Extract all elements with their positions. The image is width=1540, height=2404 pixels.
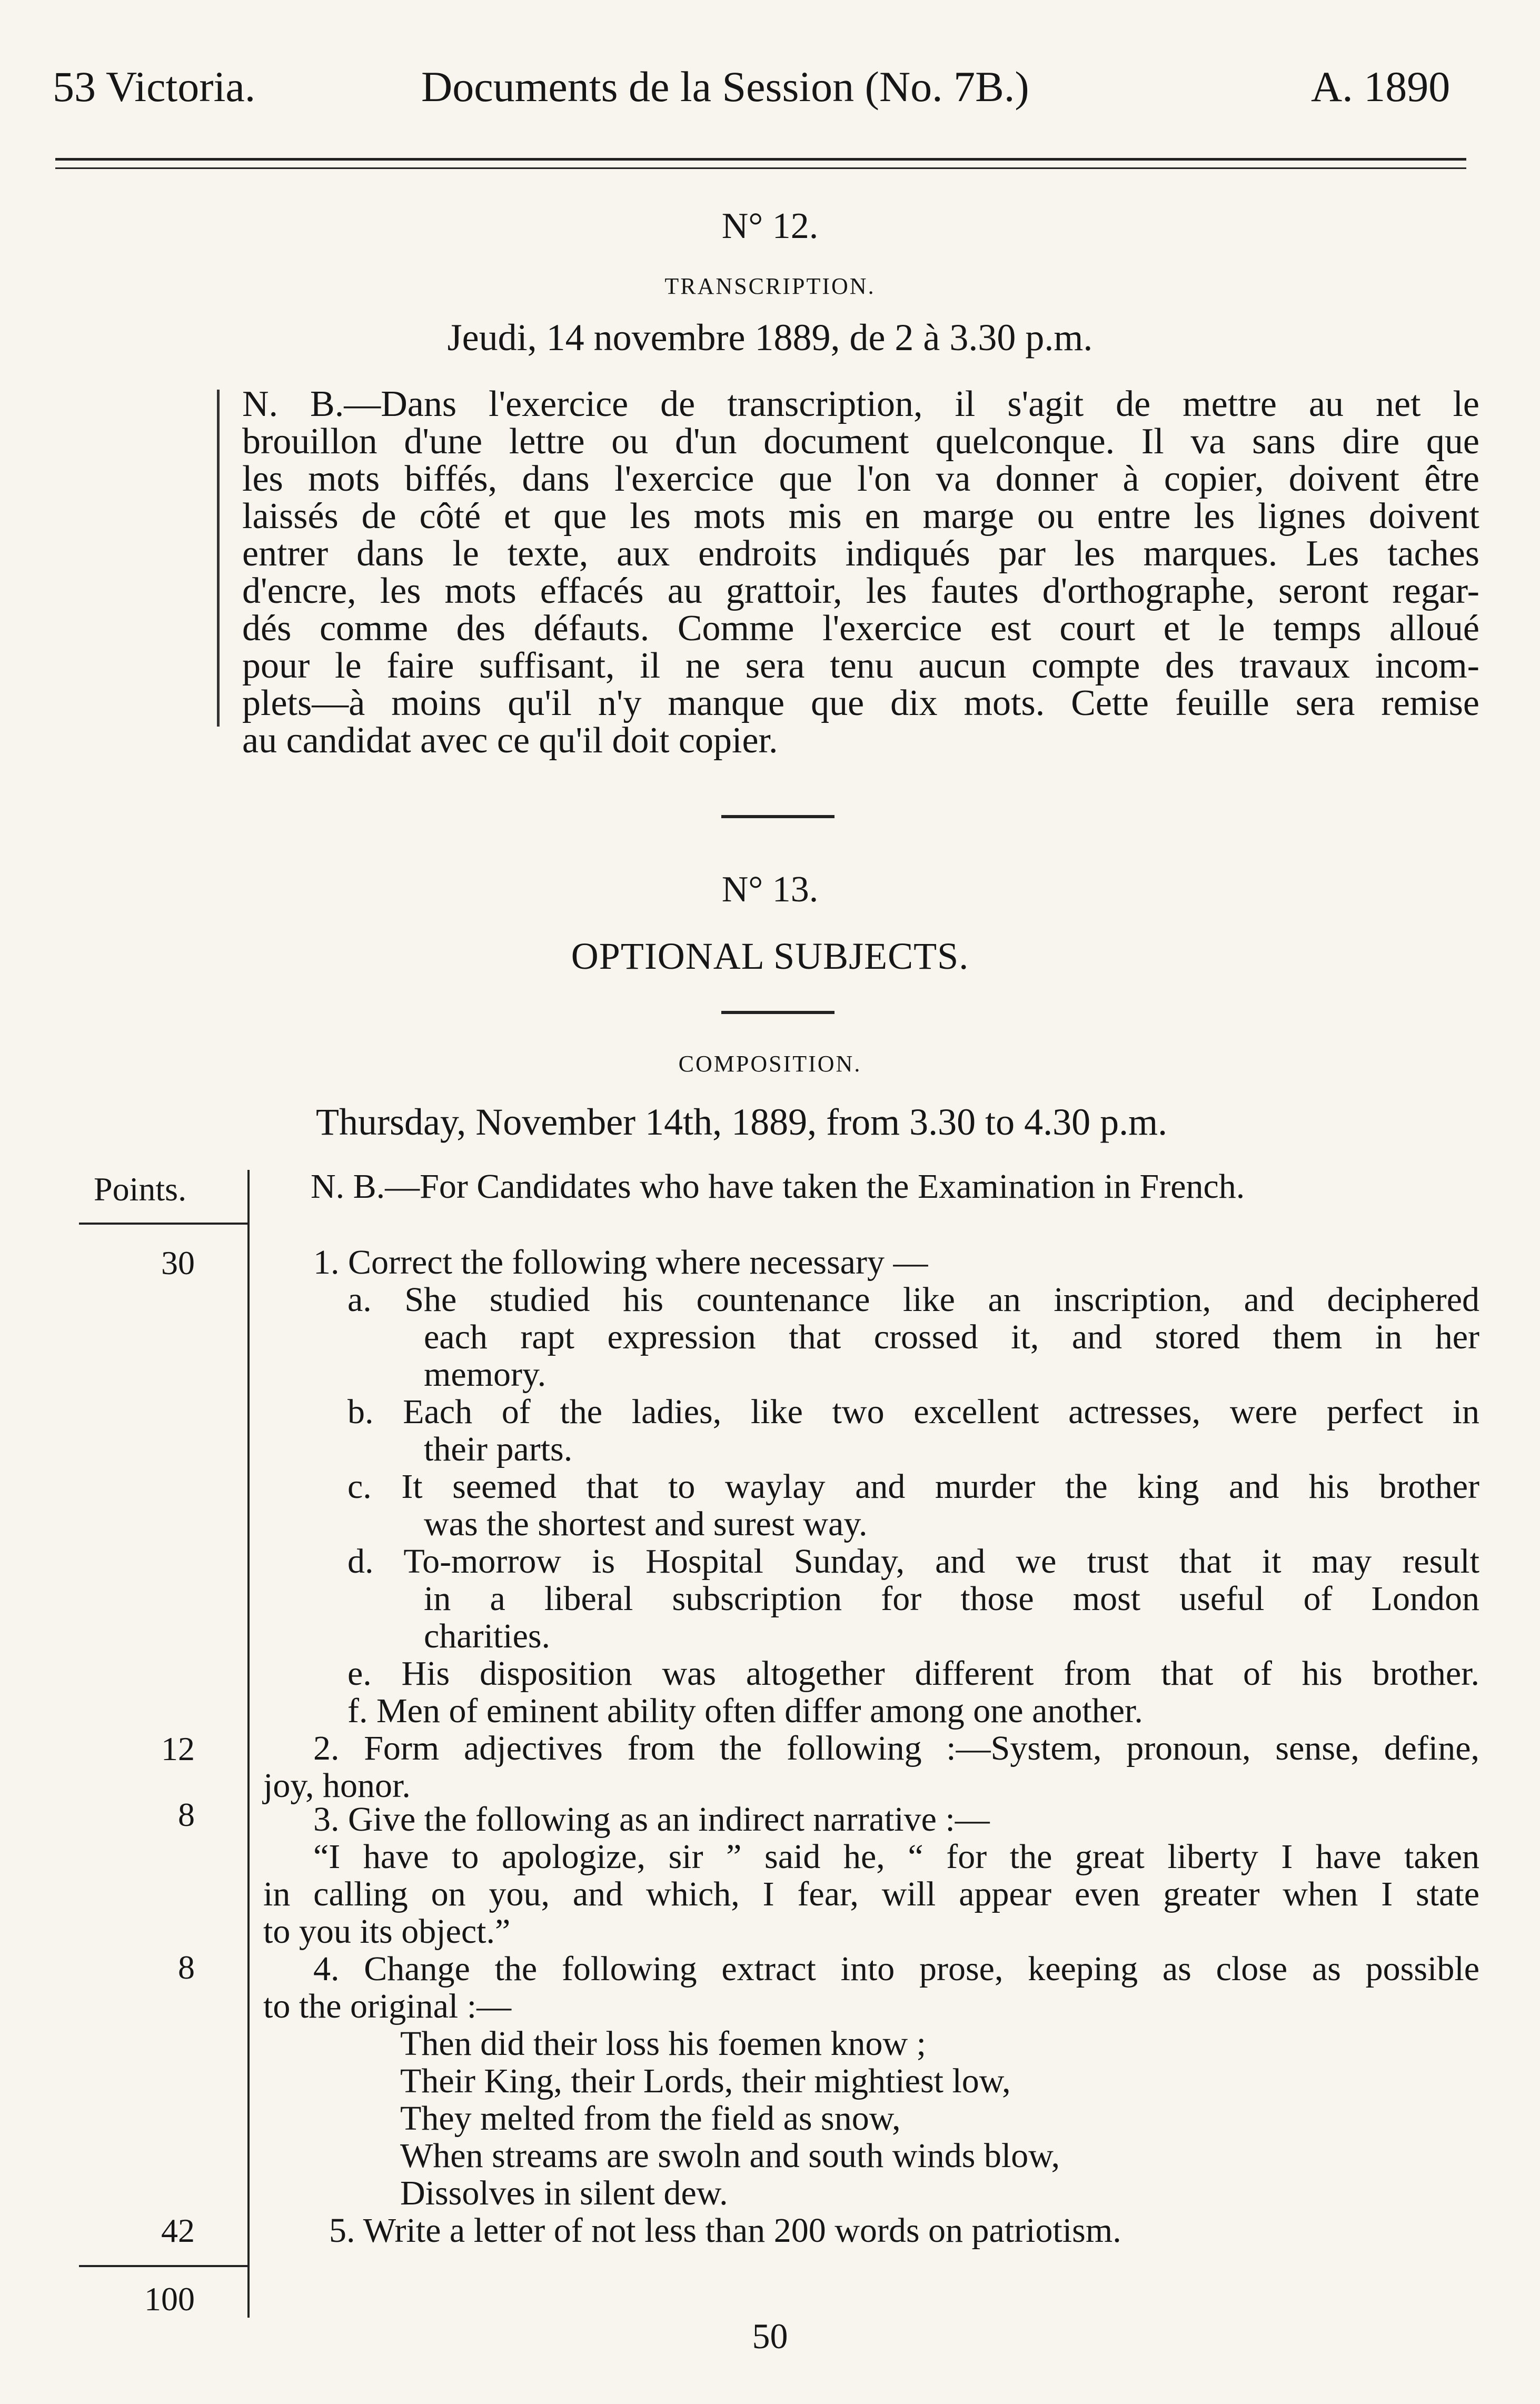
poem-line: They melted from the field as snow, [400,2099,901,2138]
question-1-intro: 1. Correct the following where necessary — [313,1243,928,1282]
question-1d-cont: charities. [424,1617,551,1655]
note-line: au candidat avec ce qu'il doit copier. [242,720,778,761]
question-2-cont: joy, honor. [263,1766,411,1805]
question-1b: b. Each of the ladies, like two excellent actresses, were perfect in [347,1393,1479,1431]
header-rule-top [55,158,1466,161]
note-line: entrer dans le texte, aux endroits indiqués par les marques. Les taches [242,533,1479,574]
note-line: pour le faire suffisant, il ne sera tenu aucun compte des travaux incom- [242,645,1479,686]
question-4: 4. Change the following extract into prose, keeping as close as possible [313,1950,1479,1988]
question-1c-cont: was the shortest and surest way. [424,1505,868,1543]
question-3: 3. Give the following as an indirect narrative :— [313,1800,990,1839]
question-1e: e. His disposition was altogether different from that of his brother. [347,1654,1479,1693]
question-1a-cont: each rapt expression that crossed it, and stored them in her [424,1318,1479,1356]
poem-line: When streams are swoln and south winds blow, [400,2137,1060,2175]
divider-rule [721,815,834,818]
question-4-cont: to the original :— [263,1987,512,2025]
question-1d: d. To-morrow is Hospital Sunday, and we trust that it may result [347,1542,1479,1581]
question-1a: a. She studied his countenance like an inscription, and deciphered [347,1280,1479,1319]
poem-line: Their King, their Lords, their mightiest low, [400,2062,1011,2100]
section-13-title: OPTIONAL SUBJECTS. [571,935,969,977]
section-12-note [242,385,1479,759]
section-12-number: N° 12. [721,206,819,246]
points-column-divider [247,1170,250,2318]
poem-line: Dissolves in silent dew. [400,2174,728,2212]
question-2: 2. Form adjectives from the following :—System, pronoun, sense, define, [313,1729,1479,1767]
note-line: brouillon d'une lettre ou d'un document quelconque. Il va sans dire que [242,421,1479,462]
note-line: d'encre, les mots effacés au grattoir, les fautes d'orthographe, seront regar- [242,571,1479,611]
divider-rule [721,1011,834,1014]
points-rule [79,1223,247,1225]
points-total: 100 [144,2280,195,2318]
section-12-subject: TRANSCRIPTION. [664,273,876,299]
section-13-subject: COMPOSITION. [678,1051,862,1077]
note-line: les mots biffés, dans l'exercice que l'on va donner à copier, doivent être [242,459,1479,499]
poem-line: Then did their loss his foemen know ; [400,2024,927,2063]
question-5: 5. Write a letter of not less than 200 words on patriotism. [329,2211,1121,2250]
question-3-quote: to you its object.” [263,1912,511,1951]
note-line: laissés de côté et que les mots mis en marge ou entre les lignes doivent [242,496,1479,537]
section-13-number: N° 13. [721,869,819,910]
question-1b-cont: their parts. [424,1430,573,1468]
question-1d-cont: in a liberal subscription for those most useful of London [424,1580,1479,1618]
note-line: N. B.—Dans l'exercice de transcription, il s'agit de mettre au net le [242,384,1479,424]
section-12-date: Jeudi, 14 novembre 1889, de 2 à 3.30 p.m. [447,316,1093,359]
note-line: plets—à moins qu'il n'y manque que dix mots. Cette feuille sera remise [242,683,1479,723]
question-1a-cont: memory. [424,1355,547,1394]
points-value: 8 [178,1949,195,1986]
header-title: Documents de la Session (No. 7B.) [421,63,1029,111]
section-13-date: Thursday, November 14th, 1889, from 3.30 to 4.30 p.m. [316,1101,1168,1143]
question-1f: f. Men of eminent ability often differ among one another. [347,1692,1143,1730]
points-value: 42 [161,2212,195,2249]
points-value: 8 [178,1796,195,1833]
margin-bar [217,390,220,727]
header-year: A. 1890 [1311,63,1450,111]
header-volume: 53 Victoria. [53,63,256,111]
points-column-label: Points. [94,1170,187,1208]
question-3-quote: “I have to apologize, sir ” said he, “ for the great liberty I have taken [313,1837,1479,1876]
page-number: 50 [752,2316,788,2356]
question-1c: c. It seemed that to waylay and murder the king and his brother [347,1467,1479,1506]
points-value: 12 [161,1730,195,1767]
total-rule [79,2265,247,2267]
points-value: 30 [161,1244,195,1282]
section-13-note: N. B.—For Candidates who have taken the Examination in French. [311,1167,1245,1206]
header-rule-bottom [55,167,1466,169]
question-3-quote: in calling on you, and which, I fear, will appear even greater when I state [263,1875,1479,1913]
note-line: dés comme des défauts. Comme l'exercice est court et le temps alloué [242,608,1479,649]
